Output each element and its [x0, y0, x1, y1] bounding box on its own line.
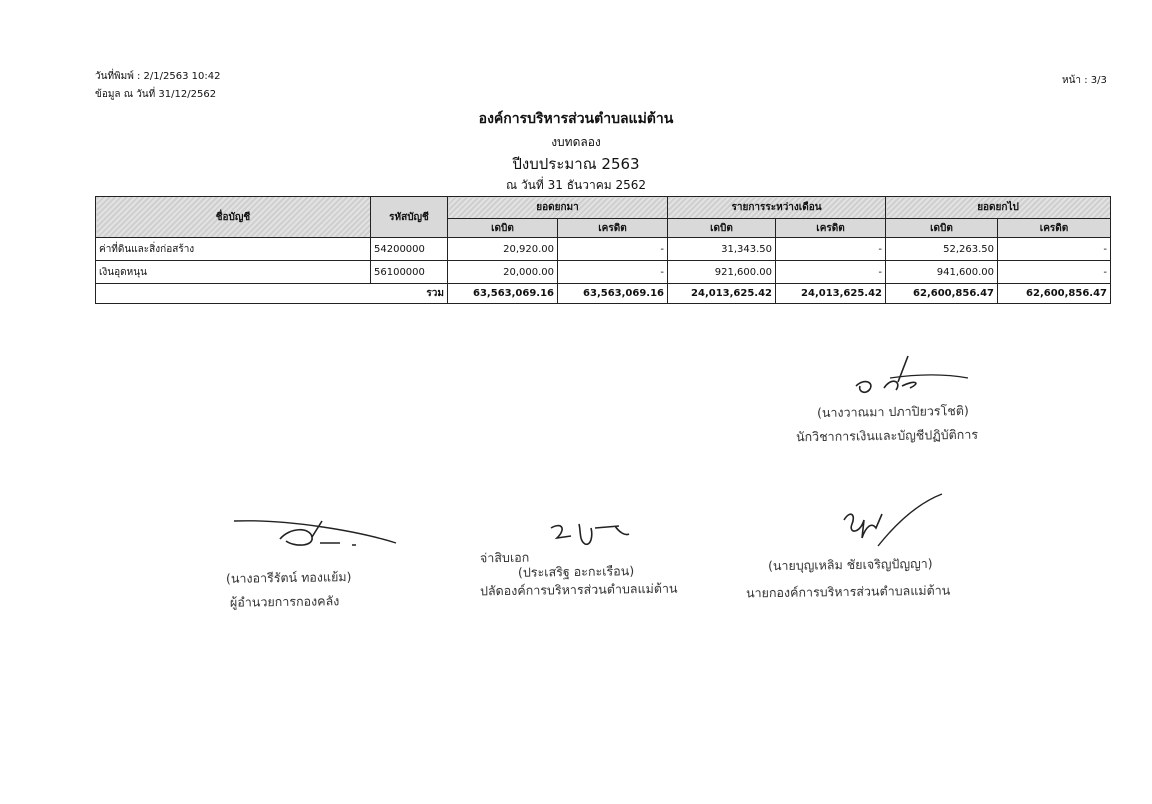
header-account-code: รหัสบัญชี	[371, 197, 448, 238]
header-credit: เครดิต	[776, 219, 886, 238]
header-credit: เครดิต	[558, 219, 668, 238]
header-credit: เครดิต	[998, 219, 1111, 238]
header-carried-forward: ยอดยกไป	[886, 197, 1111, 219]
total-carried-debit: 62,600,856.47	[886, 284, 998, 304]
brought-credit: -	[558, 238, 668, 261]
carried-debit: 941,600.00	[886, 261, 998, 284]
month-debit: 921,600.00	[668, 261, 776, 284]
total-brought-credit: 63,563,069.16	[558, 284, 668, 304]
total-brought-debit: 63,563,069.16	[448, 284, 558, 304]
brought-debit: 20,920.00	[448, 238, 558, 261]
signature-mark	[545, 518, 645, 552]
account-name: เงินอุดหนุน	[96, 261, 371, 284]
table-row	[96, 238, 1111, 261]
total-row	[96, 284, 1111, 304]
signer-3-name: (ประเสริฐ อะกะเรือน)	[517, 563, 635, 580]
signature-mark	[838, 490, 948, 558]
header-debit: เดบิต	[886, 219, 998, 238]
signer-1-name: (นางวาณมา ปภาปิยวรโชติ)	[816, 402, 969, 421]
signer-1-title: นักวิชาการเงินและบัญชีปฏิบัติการ	[795, 426, 979, 445]
carried-debit: 52,263.50	[886, 238, 998, 261]
signer-3-rank: จ่าสิบเอก	[479, 549, 530, 566]
trial-balance-table	[95, 196, 1111, 304]
brought-debit: 20,000.00	[448, 261, 558, 284]
header-account-name: ชื่อบัญชี	[96, 197, 371, 238]
account-name: ค่าที่ดินและสิ่งก่อสร้าง	[96, 238, 371, 261]
signer-4-name: (นายบุญเหลิม ชัยเจริญปัญญา)	[767, 555, 933, 574]
month-credit: -	[776, 238, 886, 261]
total-carried-credit: 62,600,856.47	[998, 284, 1111, 304]
total-month-credit: 24,013,625.42	[776, 284, 886, 304]
print-date: วันที่พิมพ์ : 2/1/2563 10:42	[95, 71, 221, 82]
table-row	[96, 261, 1111, 284]
signer-2-name: (นางอารีรัตน์ ทองแย้ม)	[225, 569, 352, 586]
header-brought-forward: ยอดยกมา	[448, 197, 668, 219]
signature-mark	[850, 352, 975, 400]
header-debit: เดบิต	[448, 219, 558, 238]
month-debit: 31,343.50	[668, 238, 776, 261]
header-debit: เดบิต	[668, 219, 776, 238]
as-of-date: ณ วันที่ 31 ธันวาคม 2562	[506, 178, 646, 192]
signer-2-title: ผู้อำนวยการกองคลัง	[229, 593, 340, 610]
brought-credit: -	[558, 261, 668, 284]
month-credit: -	[776, 261, 886, 284]
carried-credit: -	[998, 261, 1111, 284]
account-code: 56100000	[371, 261, 448, 284]
total-month-debit: 24,013,625.42	[668, 284, 776, 304]
account-code: 54200000	[371, 238, 448, 261]
carried-credit: -	[998, 238, 1111, 261]
page-number: หน้า : 3/3	[1062, 75, 1107, 86]
signer-3-title: ปลัดองค์การบริหารส่วนตำบลแม่ต้าน	[479, 580, 678, 599]
signer-4-title: นายกองค์การบริหารส่วนตำบลแม่ต้าน	[745, 582, 951, 601]
data-date: ข้อมูล ณ วันที่ 31/12/2562	[95, 89, 217, 100]
signature-mark	[228, 513, 403, 555]
total-label: รวม	[96, 284, 448, 304]
fiscal-year: ปีงบประมาณ 2563	[512, 155, 640, 173]
org-title: องค์การบริหารส่วนตำบลแม่ต้าน	[478, 111, 674, 127]
report-title: งบทดลอง	[551, 135, 601, 149]
header-monthly: รายการระหว่างเดือน	[668, 197, 886, 219]
